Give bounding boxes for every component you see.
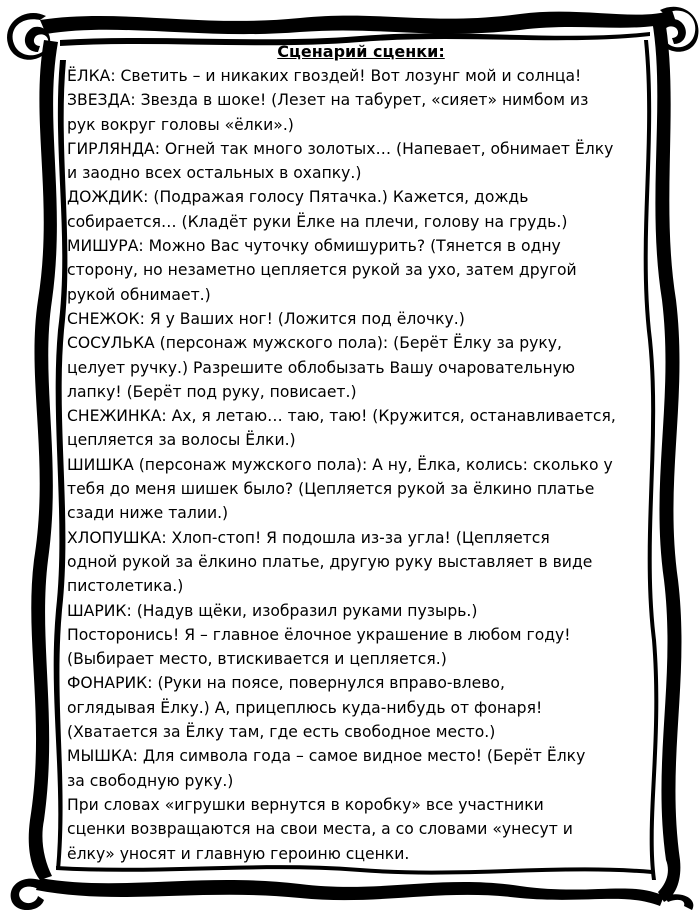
script-line: МЫШКА: Для символа года – самое видное место! (Берёт Ёлку	[67, 747, 586, 766]
script-line: одной рукой за ёлкино платье, другую руку выставляет в виде	[67, 552, 593, 571]
script-line: СНЕЖИНКА: Ах, я летаю… таю, таю! (Кружится, останавливается,	[67, 407, 616, 426]
script-line: целует ручку.) Разрешите облобызать Вашу очаровательную	[67, 358, 576, 377]
script-line: за свободную руку.)	[67, 771, 234, 790]
scene-script	[67, 40, 655, 866]
script-line: ДОЖДИК: (Подражая голосу Пятачка.) Кажется, дождь	[67, 188, 529, 207]
script-line: (Выбирает место, втискивается и цепляется.)	[67, 650, 447, 669]
script-line: Посторонись! Я – главное ёлочное украшение в любом году!	[67, 625, 571, 644]
script-line: ШАРИК: (Надув щёки, изобразил руками пузырь.)	[67, 601, 478, 620]
script-line: оглядывая Ёлку.) А, прицеплюсь куда-нибудь от фонаря!	[67, 698, 543, 717]
script-line: СНЕЖОК: Я у Ваших ног! (Ложится под ёлочку.)	[67, 309, 465, 328]
script-line: цепляется за волосы Ёлки.)	[67, 431, 296, 450]
page-title: Сценарий сценки:	[277, 42, 445, 61]
script-line: тебя до меня шишек было? (Цепляется рукой за ёлкино платье	[67, 480, 595, 499]
script-line: сзади ниже талии.)	[67, 504, 229, 523]
script-line: и заодно всех остальных в охапку.)	[67, 164, 362, 183]
script-lines	[67, 64, 655, 866]
script-line: (Хватается за Ёлку там, где есть свободное место.)	[67, 723, 496, 742]
script-line: ЗВЕЗДА: Звезда в шоке! (Лезет на табурет, «сияет» нимбом из	[67, 91, 589, 110]
script-line: ёлку» уносят и главную героиню сценки.	[67, 844, 410, 863]
script-line: ХЛОПУШКА: Хлоп-стоп! Я подошла из-за угла! (Цепляется	[67, 528, 550, 547]
script-line: ГИРЛЯНДА: Огней так много золотых… (Напевает, обнимает Ёлку	[67, 139, 614, 158]
script-line: рукой обнимает.)	[67, 285, 211, 304]
script-line: рук вокруг головы «ёлки».)	[67, 115, 294, 134]
script-line: лапку! (Берёт под руку, повисает.)	[67, 382, 357, 401]
script-line: ЁЛКА: Светить – и никаких гвоздей! Вот лозунг мой и солнца!	[67, 67, 582, 85]
script-line: пистолетика.)	[67, 577, 184, 596]
script-line: ФОНАРИК: (Руки на поясе, повернулся вправо-влево,	[67, 674, 505, 693]
script-line: При словах «игрушки вернутся в коробку» все участники	[67, 795, 544, 814]
script-line: сценки возвращаются на свои места, а со словами «унесут и	[67, 820, 573, 839]
script-line: сторону, но незаметно цепляется рукой за ухо, затем другой	[67, 261, 577, 280]
script-line: собирается… (Кладёт руки Ёлке на плечи, голову на грудь.)	[67, 212, 568, 231]
script-line: СОСУЛЬКА (персонаж мужского пола): (Берёт Ёлку за руку,	[67, 334, 562, 353]
script-line: ШИШКА (персонаж мужского пола): А ну, Ёлка, колись: сколько у	[67, 455, 613, 474]
script-line: МИШУРА: Можно Вас чуточку обмишурить? (Тянется в одну	[67, 237, 561, 256]
